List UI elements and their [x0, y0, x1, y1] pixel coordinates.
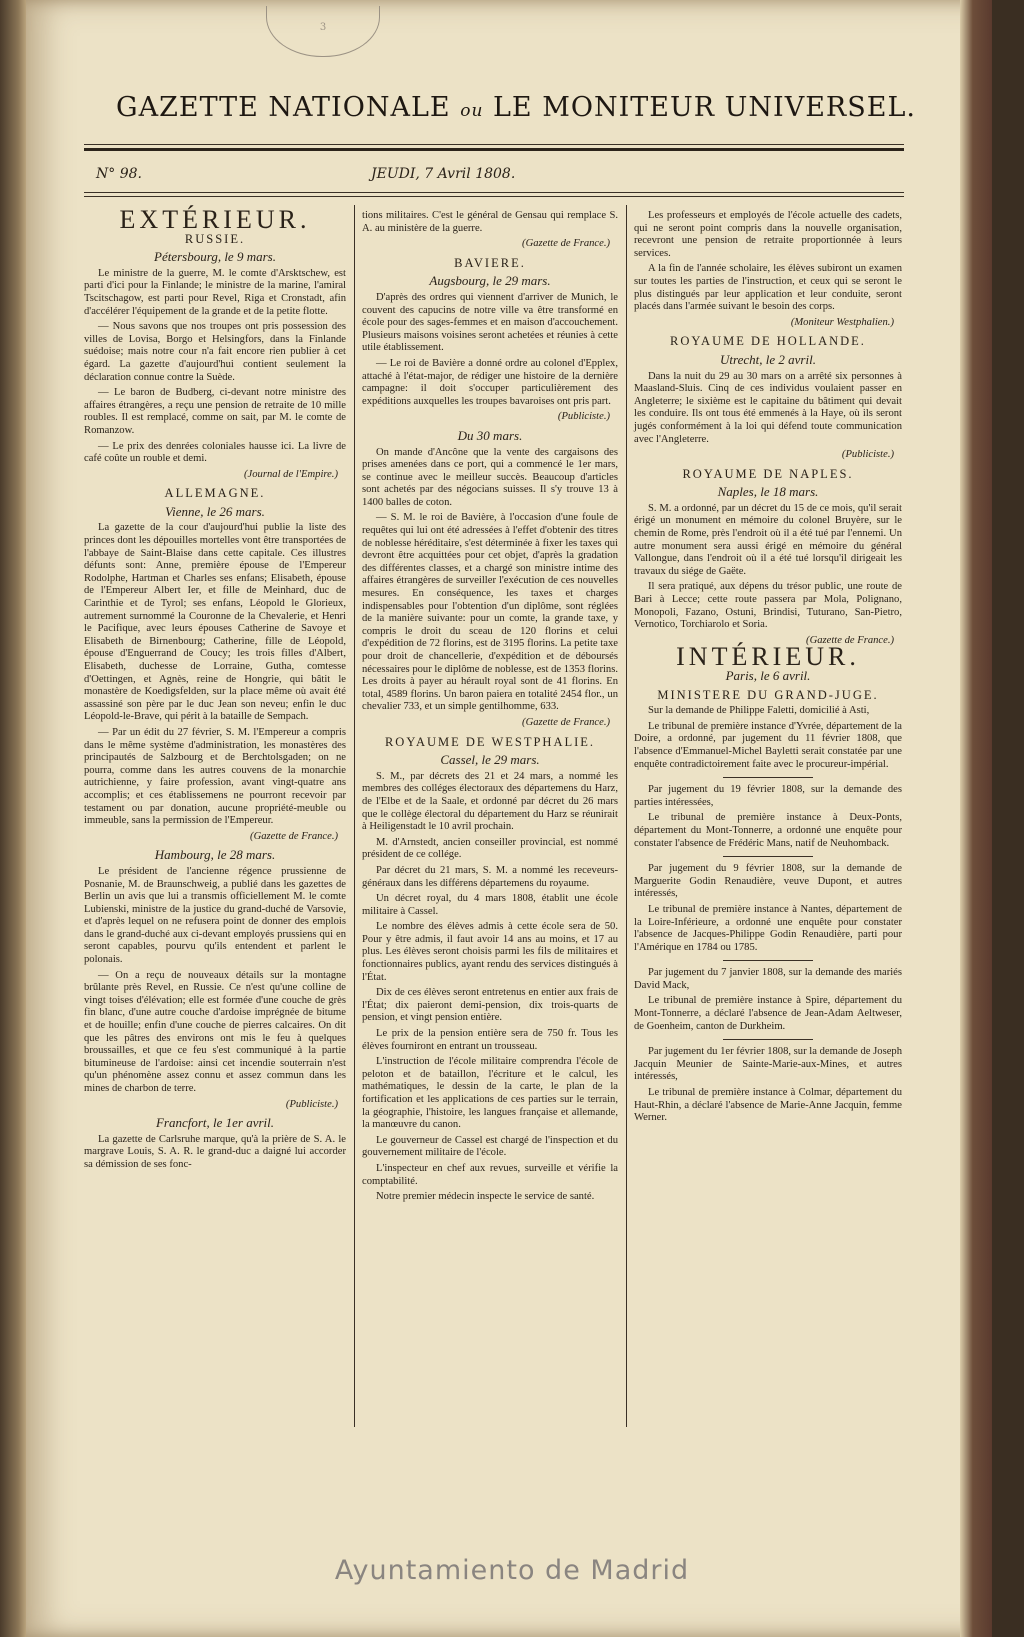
column-divider-1	[354, 205, 355, 1427]
dateline-naples: Naples, le 18 mars.	[717, 484, 819, 500]
section-separator	[723, 1039, 813, 1040]
article-paragraph: Sur la demande de Philippe Faletti, domicilié à Asti,	[648, 705, 870, 717]
heading-baviere: BAVIERE.	[454, 255, 526, 270]
article-paragraph: Le ministre de la guerre, M. le comte d'Arsktschew, est parti d'ici pour la Finlande; le ministre de la marine, l'amiral Tscitschagow, est parti pour Revel, Riga et Cronstadt, afin d'accélérer l'équipement de la grande et de la petite flotte.	[84, 267, 346, 317]
dateline-francfort: Francfort, le 1er avril.	[155, 1115, 275, 1131]
column-3	[634, 210, 902, 1128]
article-paragraph: Par jugement du 9 février 1808, sur la demande de Marguerite Godin Renaudière, veuve Dupont, et autres intéressés,	[634, 863, 902, 900]
masthead-right: LE MONITEUR UNIVERSEL.	[492, 92, 916, 123]
issue-date: JEUDI, 7 Avril 1808.	[371, 166, 516, 182]
stamp-text: 3	[319, 22, 327, 33]
article-paragraph: — Nous savons que nos troupes ont pris possession des villes de Lovisa, Borgo et Helsingfors, dans la Finlande suédoise; mais notre cour n'a fait encore rien publier à cet égard. La gazette d'aujourd'hui contient seulement la déclaration connue contre la Suède.	[84, 321, 346, 383]
article-paragraph: A la fin de l'année scholaire, les élèves subiront un examen sur toutes les parties de l'instruction, et ceux qui se seront le plus distingués par leur application et leur conduite, seront placés dans l'armée suivant le besoin des corps.	[634, 263, 902, 313]
article-paragraph: — Le prix des denrées coloniales hausse ici. La livre de café coûte un rouble et demi.	[84, 440, 346, 465]
section-separator	[723, 856, 813, 857]
article-paragraph: D'après des ordres qui viennent d'arriver de Munich, le couvent des capucins de notre ville va être transformé en école pour des sages-femmes et en maison d'accouchement. Plusieurs maisons voisines seront achetées et réunies à cette utile établissement.	[362, 291, 618, 354]
article-paragraph: L'instruction de l'école militaire comprendra l'école de peloton et de bataillon, l'écriture et le calcul, les mathématiques, le dessin de la carte, le plan de la fortification et les applications de ces parties sur le terrain, la géographie, l'histoire, les langues française et allemande, la manœuvre du canon.	[362, 1056, 618, 1131]
page-edge	[960, 0, 992, 1637]
source-credit: (Publiciste.)	[285, 1098, 338, 1110]
article-paragraph: — S. M. le roi de Bavière, à l'occasion d'une foule de requêtes qui lui ont été adressées à l'effet d'obtenir des titres de noblesse héréditaire, s'est déterminée à fixer les taxes qui devront être acquittées pour cet objet, d'après la gradation des différentes classes, et a chargé son ministre intime des affaires étrangères de surveiller l'exécution de ces nouvelles mesures. En conséquence, les taxes et charges indispensables pour l'obtention d'un diplôme, sont réglées de la manière suivante: pour un comte, la grande taxe, y compris le droit du sceau de 120 florins et celui d'expédition de 72 florins, est de 3195 florins. La petite taxe pour droit de chancellerie, d'expédition et de déboursés nécessaires pour le diplôme de noblesse, est de 1353 florins. Les droits à payer au hérault royal sont de 41 florins. En total, 4589 florins. Un baron paiera en totalité 2454 flor., un chevalier 733, et un simple gentilhomme, 633.	[362, 512, 618, 713]
dateline-augsbourg: Augsbourg, le 29 mars.	[429, 273, 551, 289]
article-paragraph: Le nombre des élèves admis à cette école sera de 50. Pour y être admis, il faut avoir 14 ans au moins, et 17 au plus. Les élèves seront choisis parmi les fils de militaires et fonctionnaires publics, ayant rendu des services distingués à l'État.	[362, 921, 618, 983]
dateline-hambourg: Hambourg, le 28 mars.	[154, 847, 276, 863]
dateline-rule-top	[84, 192, 904, 193]
column-2	[362, 210, 618, 1207]
article-paragraph: Il sera pratiqué, aux dépens du trésor public, une route de Bari à Lecce; cette route passera par Mola, Polignano, Monopoli, Fazano, Ostuni, Brindisi, Tuturano, San-Pietro, Vernotico, Torchiarolo et Soria.	[634, 581, 902, 631]
source-credit: (Gazette de France.)	[806, 634, 894, 646]
dateline-petersbourg: Pétersbourg, le 9 mars.	[154, 249, 276, 265]
dateline-cassel: Cassel, le 29 mars.	[440, 752, 540, 768]
article-paragraph: Par décret du 21 mars, S. M. a nommé les receveurs-généraux dans les différens départemens du royaume.	[362, 864, 618, 889]
masthead	[106, 92, 926, 123]
archive-watermark: Ayuntamiento de Madrid	[334, 1555, 690, 1586]
section-separator	[723, 777, 813, 778]
article-paragraph: Un décret royal, du 4 mars 1808, établit une école militaire à Cassel.	[362, 893, 618, 917]
section-interieur: INTÉRIEUR.	[676, 642, 860, 672]
article-paragraph: Le prix de la pension entière sera de 750 fr. Tous les élèves fourniront en entrant un trousseau.	[362, 1028, 618, 1052]
article-paragraph: Dix de ces élèves seront entretenus en entier aux frais de l'État; dix paieront demi-pension, dix trois-quarts de pension, et vingt pension entière.	[362, 987, 618, 1024]
heading-westphalie: ROYAUME DE WESTPHALIE.	[384, 734, 596, 749]
article-paragraph: tions militaires. C'est le général de Gensau qui remplace S. A. au ministère de la guerre.	[362, 210, 618, 234]
dateline-rule-bottom	[84, 196, 904, 197]
newspaper-page	[26, 0, 992, 1637]
section-separator	[723, 960, 813, 961]
issue-number: N° 98.	[96, 166, 142, 182]
masthead-ou: ou	[460, 101, 484, 121]
heading-ministere: MINISTERE DU GRAND-JUGE.	[657, 687, 879, 702]
heading-allemagne: ALLEMAGNE.	[164, 486, 266, 501]
article-paragraph: — Par un édit du 27 février, S. M. l'Empereur a compris dans le même système d'administration, les monastères des principautés de Salzbourg et de Berchtolsgaden; on ne pourra, comme dans les autres couvens de la monarchie autrichienne, y faire profession, avant vingt-quatre ans accomplis; et ces établissemens ne pourront recevoir par testament ou par donation, aucune propriété-meuble ou immeuble, sans la permission de l'Empereur.	[84, 726, 346, 827]
heading-russie: RUSSIE.	[184, 231, 246, 246]
dateline-paris: Paris, le 6 avril.	[725, 668, 811, 683]
dateline-du-30: Du 30 mars.	[457, 427, 523, 443]
source-credit: (Moniteur Westphalien.)	[790, 316, 894, 328]
source-credit: (Gazette de France.)	[522, 238, 610, 250]
article-paragraph: Dans la nuit du 29 au 30 mars on a arrêté six personnes à Maasland-Sluis. Cinq de ces individus voulaient passer en Angleterre; le sixième est le capitaine du bâtiment qui devait les conduire. Ils ont tous été emmenés à la Haye, où ils seront jugés conformément à la loi qui défend toute communication avec l'Angleterre.	[634, 370, 902, 445]
article-paragraph: Le tribunal de première instance à Spire, département du Mont-Tonnerre, a déclaré l'absence de Jean-Adam Aeltweser, de Goenheim, canton de Durkheim.	[634, 995, 902, 1032]
masthead-rule-bottom	[84, 148, 904, 151]
article-paragraph: On mande d'Ancône que la vente des cargaisons des prises amenées dans ce port, qui a commencé le 1er mars, se continue avec le meilleur succès. Beaucoup d'articles sont achetés par des négocians suisses. Il s'y trouve 13 à 1400 balles de coton.	[362, 446, 618, 508]
article-paragraph: L'inspecteur en chef aux revues, surveille et vérifie la comptabilité.	[362, 1162, 618, 1187]
article-paragraph: Notre premier médecin inspecte le service de santé.	[376, 1191, 595, 1203]
source-credit: (Gazette de France.)	[250, 830, 338, 842]
article-paragraph: Le gouverneur de Cassel est chargé de l'inspection et du gouvernement militaire de l'école.	[362, 1134, 618, 1159]
article-paragraph: M. d'Arnstedt, ancien conseiller provincial, est nommé président de ce collége.	[362, 836, 618, 861]
dateline-vienne: Vienne, le 26 mars.	[165, 503, 265, 519]
column-1	[84, 205, 346, 1175]
article-paragraph: Les professeurs et employés de l'école actuelle des cadets, qui ne seront point compris dans la nouvelle organisation, recevront une pension de retraite proportionnée à leurs services.	[634, 210, 902, 259]
article-paragraph: Le tribunal de première instance à Nantes, département de la Loire-Inférieure, a ordonné une enquête pour constater l'absence de Jacques-Philippe Godin Renaudière, parti pour l'Amérique en 1784 ou 1785.	[634, 903, 902, 953]
dateline-utrecht: Utrecht, le 2 avril.	[720, 351, 816, 367]
masthead-rule-top	[84, 144, 904, 145]
source-credit: (Gazette de France.)	[522, 716, 610, 728]
book-spine	[0, 0, 26, 1637]
article-paragraph: Le tribunal de première instance d'Yvrée, département de la Doire, a ordonné, par jugement du 11 février 1808, que l'absence d'Emmanuel-Michel Bayletti serait constatée par une enquête contradictoirement faite avec le procureur-impérial.	[634, 720, 902, 770]
article-paragraph: — Le roi de Bavière a donné ordre au colonel d'Epplex, attaché à l'état-major, de rédiger une histoire de la dernière campagne: il doit s'occuper particulièrement des expéditions auxquelles les troupes bavaroises ont pris part.	[362, 357, 618, 407]
article-paragraph: Par jugement du 7 janvier 1808, sur la demande des mariés David Mack,	[634, 967, 902, 991]
article-paragraph: — Le baron de Budberg, ci-devant notre ministre des affaires étrangères, a reçu une pension de retraite de 10 mille roubles. Il est remplacé, comme on sait, par M. le comte de Romanzow.	[84, 387, 346, 436]
article-paragraph: Par jugement du 19 février 1808, sur la demande des parties intéressées,	[634, 784, 902, 808]
article-paragraph: S. M., par décrets des 21 et 24 mars, a nommé les membres des colléges électoraux des départemens du Harz, de l'Elbe et de la Saale, et ordonné par décret du 26 mars que le collège électoral du département du Harz se réunirait à Heiligenstadt le 10 avril prochain.	[362, 770, 618, 833]
article-paragraph: La gazette de la cour d'aujourd'hui publie la liste des princes dont les dépouilles mortelles vont être transportées de l'abbaye de Saint-Blaise dans cette capitale. Ces illustres défunts sont: Anne, première épouse de l'Empereur Rodolphe, Hartman et Charles ses enfans; Elisabeth, épouse de l'Empereur Albert Ier, et fille de Meinhard, duc de Carinthie et de Tyrol; ses enfans, Léopold le Glorieux, autrement surnommé la Couronne de la Chevalerie, et Henri le Pacifique, avec leurs épouses Catherine de Savoye et Elisabeth de Birnenbourg; Catherine, fille de Léopold, épouse d'Enguerrand de Coucy; les trois filles d'Albert, Elisabeth, duchesse de Lorraine, Gutha, comtesse d'Oettingen, et Agnès, reine de Hongrie, qui bâtit le monastère de Koedigsfelden, sur la place même où avait été assassiné son père par le duc Jean son neveu; enfin le duc Léopold-le-Brave, qui périt à la bataille de Sempach.	[84, 522, 346, 723]
source-credit: (Publiciste.)	[841, 449, 894, 461]
source-credit: (Journal de l'Empire.)	[244, 468, 338, 480]
heading-hollande: ROYAUME DE HOLLANDE.	[670, 334, 866, 349]
article-paragraph: — On a reçu de nouveaux détails sur la montagne brûlante près Revel, en Russie. Ce n'est qu'une colline de vingt toises d'élévation; elle est formée d'une couche de grès fin blanc, d'une autre couche d'ardoise imprégnée de bitume et de houille; enfin d'une couche de pierres calcaires. On dit que les pâtres des environs ont mis le feu à quelques broussailles, et que ce feu s'est communiqué à la partie bitumineuse de l'ardoise: ainsi cet incendie souterrain n'est qu'un phénomène assez connu et assez commun dans les mines de charbon de terre.	[84, 969, 346, 1094]
article-paragraph: S. M. a ordonné, par un décret du 15 de ce mois, qu'il serait érigé un monument en mémoire du colonel Bruyère, sur le chemin de Rome, près l'endroit où il a été tué par l'ennemi. Un autre monument sera aussi érigé en mémoire du général Vallongue, dans l'endroit où il a été tué lorsqu'il dirigeait les travaux du siége de Gaëte.	[634, 502, 902, 577]
source-credit: (Publiciste.)	[557, 411, 610, 423]
article-paragraph: Le président de l'ancienne régence prussienne de Posnanie, M. de Braunschweig, a publié dans les gazettes de Berlin un avis que lui a transmis officiellement M. le comte Lubienski, ministre de la justice du grand-duché de Varsovie, et d'après lequel on ne refusera point de donner des emplois dans le grand-duché aux ci-devant employés prussiens qui en seront capables, pourvu qu'ils entendent et parlent le polonais.	[84, 865, 346, 966]
article-paragraph: La gazette de Carlsruhe marque, qu'à la prière de S. A. le margrave Louis, S. A. R. le grand-duc a daigné lui accorder sa démission de ses fonc-	[84, 1133, 346, 1170]
masthead-left: GAZETTE NATIONALE	[116, 92, 451, 123]
section-exterieur: EXTÉRIEUR.	[119, 205, 311, 234]
article-paragraph: Le tribunal de première instance à Colmar, département du Haut-Rhin, a déclaré l'absence de Marie-Anne Jacquin, femme Werner.	[634, 1087, 902, 1124]
library-stamp	[266, 6, 380, 57]
column-divider-2	[626, 205, 627, 1427]
article-paragraph: Par jugement du 1er février 1808, sur la demande de Joseph Jacquin Meunier de Sainte-Marie-aux-Mines, et autres intéressés,	[634, 1046, 902, 1083]
article-paragraph: Le tribunal de première instance à Deux-Ponts, département du Mont-Tonnerre, a ordonné une enquête pour constater l'absence de Frédéric Mans, natif de Neuhomback.	[634, 812, 902, 849]
heading-naples: ROYAUME DE NAPLES.	[682, 466, 854, 481]
